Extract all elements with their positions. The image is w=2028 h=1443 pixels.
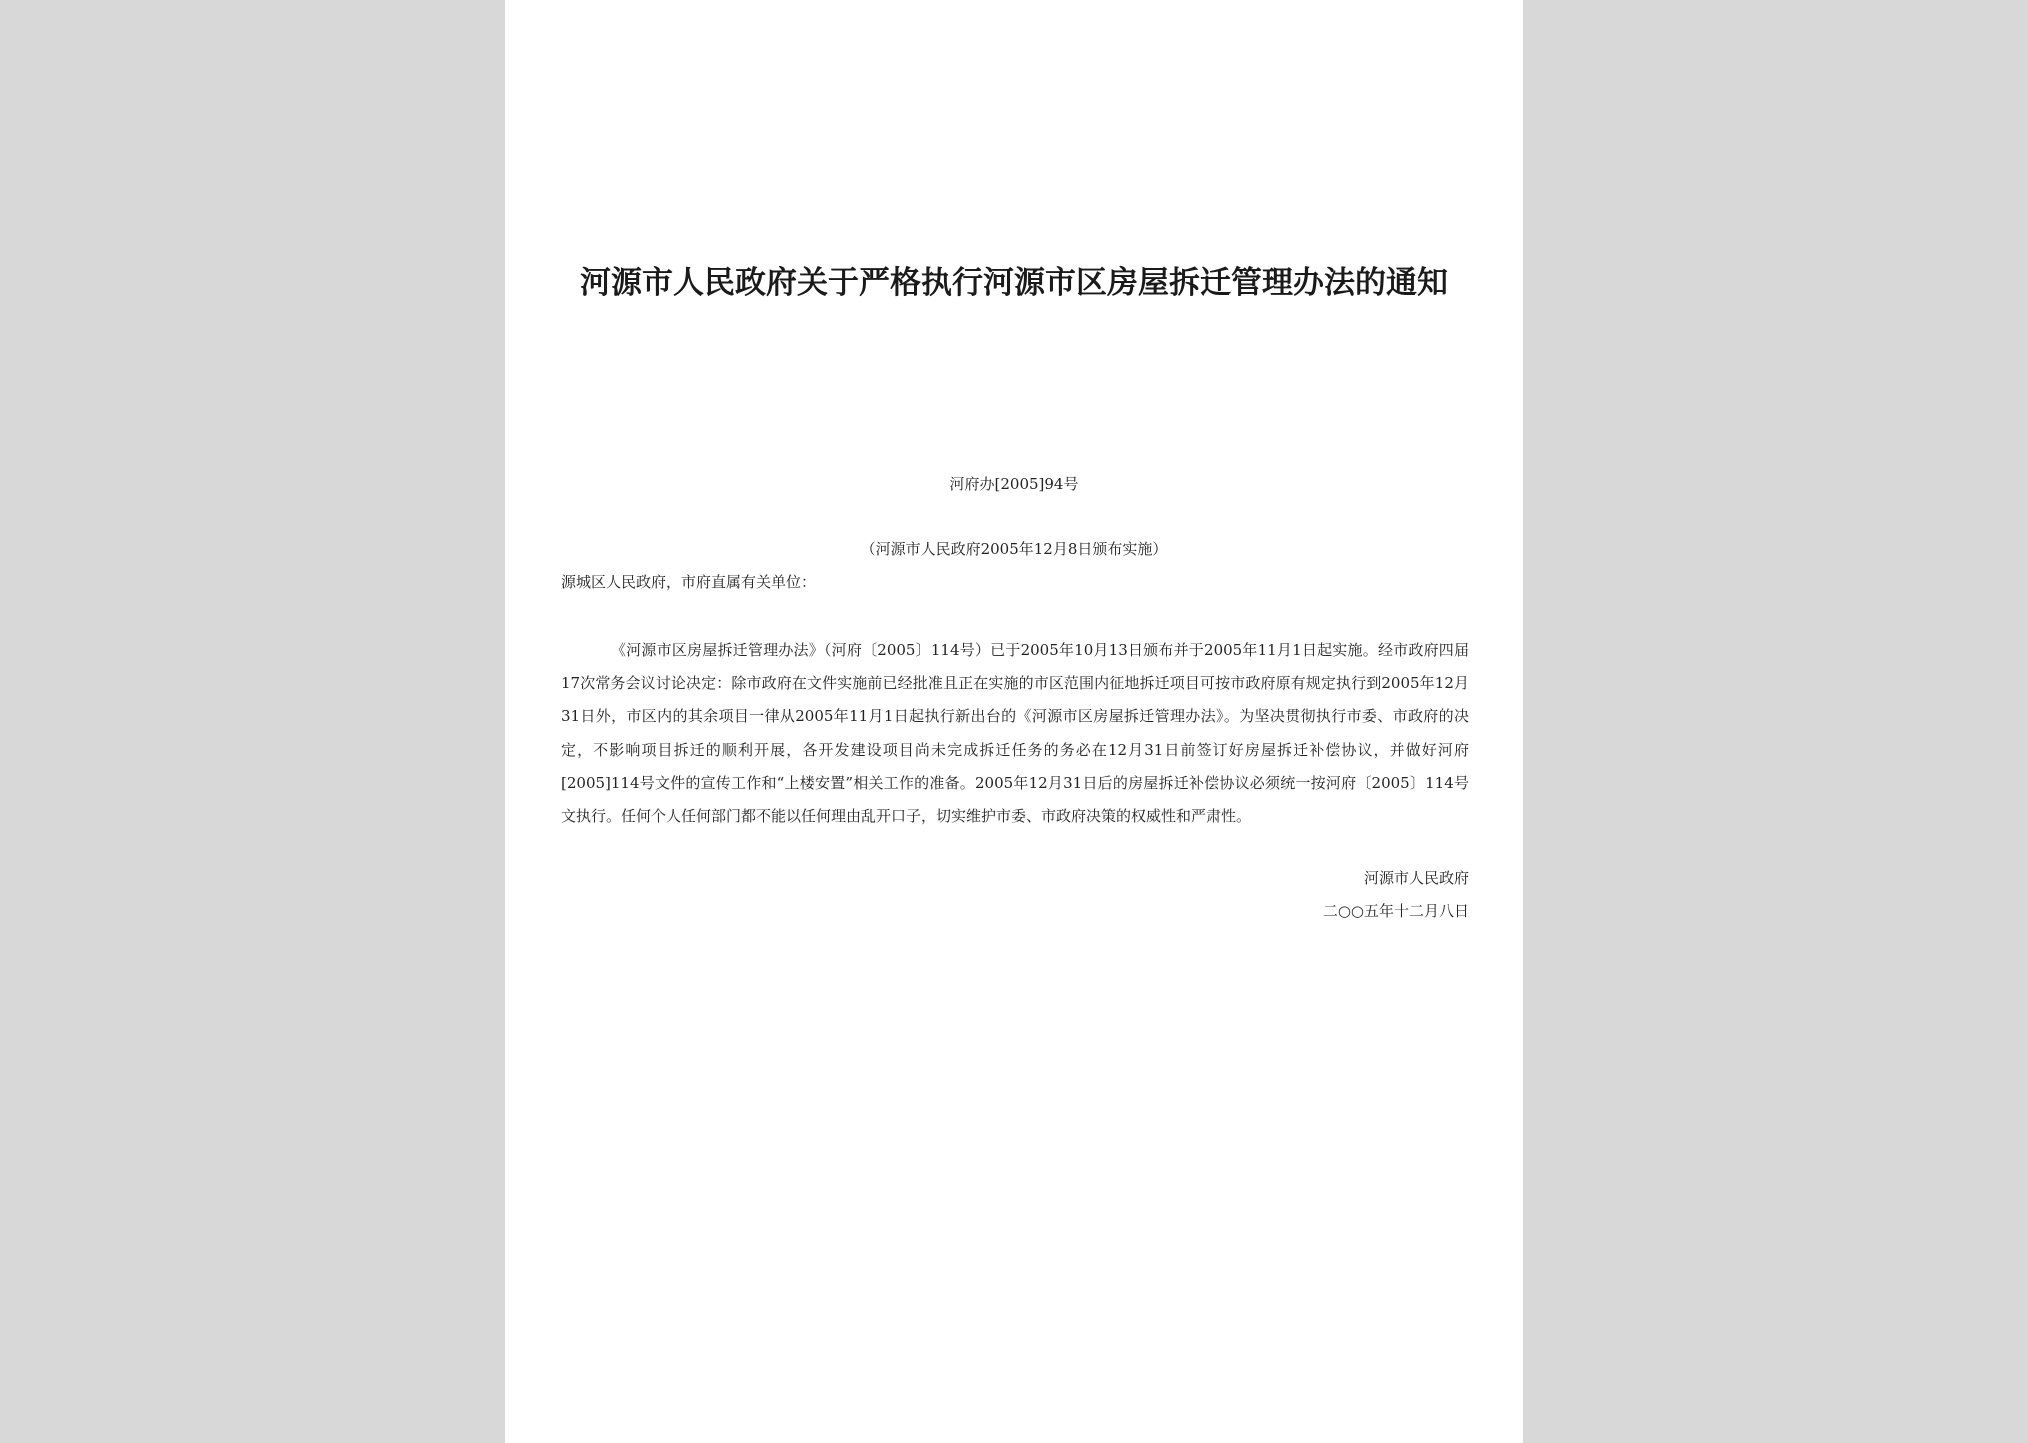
body-paragraph: 《河源市区房屋拆迁管理办法》（河府〔2005〕114号）已于2005年10月13日颁布并于2005年11月1日起实施。经市政府四届17次常务会议讨论决定：除市政府在文件实施前已经批准且正在实施的市区范围内征地拆迁项目可按市政府原有规定执行到2005年12月31日外，市区内的其余项目一律从2005年11月1日起执行新出台的《河源市区房屋拆迁管理办法》。为坚决贯彻执行市委、市政府的决定，不影响项目拆迁的顺利开展，各开发建设项目尚未完成拆迁任务的务必在12月31日前签订好房屋拆迁补偿协议，并做好河府[2005]114号文件的宣传工作和“上楼安置”相关工作的准备。2005年12月31日后的房屋拆迁补偿协议必须统一按河府〔2005〕114号文执行。任何个人任何部门都不能以任何理由乱开口子，切实维护市委、市政府决策的权威性和严肃性。 <box>561 641 1469 826</box>
document-title: 河源市人民政府关于严格执行河源市区房屋拆迁管理办法的通知 <box>580 265 1448 301</box>
document-page <box>505 0 1523 1443</box>
addressee: 源城区人民政府，市府直属有关单位： <box>561 573 817 591</box>
issue-note: （河源市人民政府2005年12月8日颁布实施） <box>860 540 1168 558</box>
signature-date: 二○○五年十二月八日 <box>1322 902 1469 920</box>
document-number: 河府办[2005]94号 <box>949 475 1079 493</box>
signature-organization: 河源市人民政府 <box>1363 869 1469 887</box>
